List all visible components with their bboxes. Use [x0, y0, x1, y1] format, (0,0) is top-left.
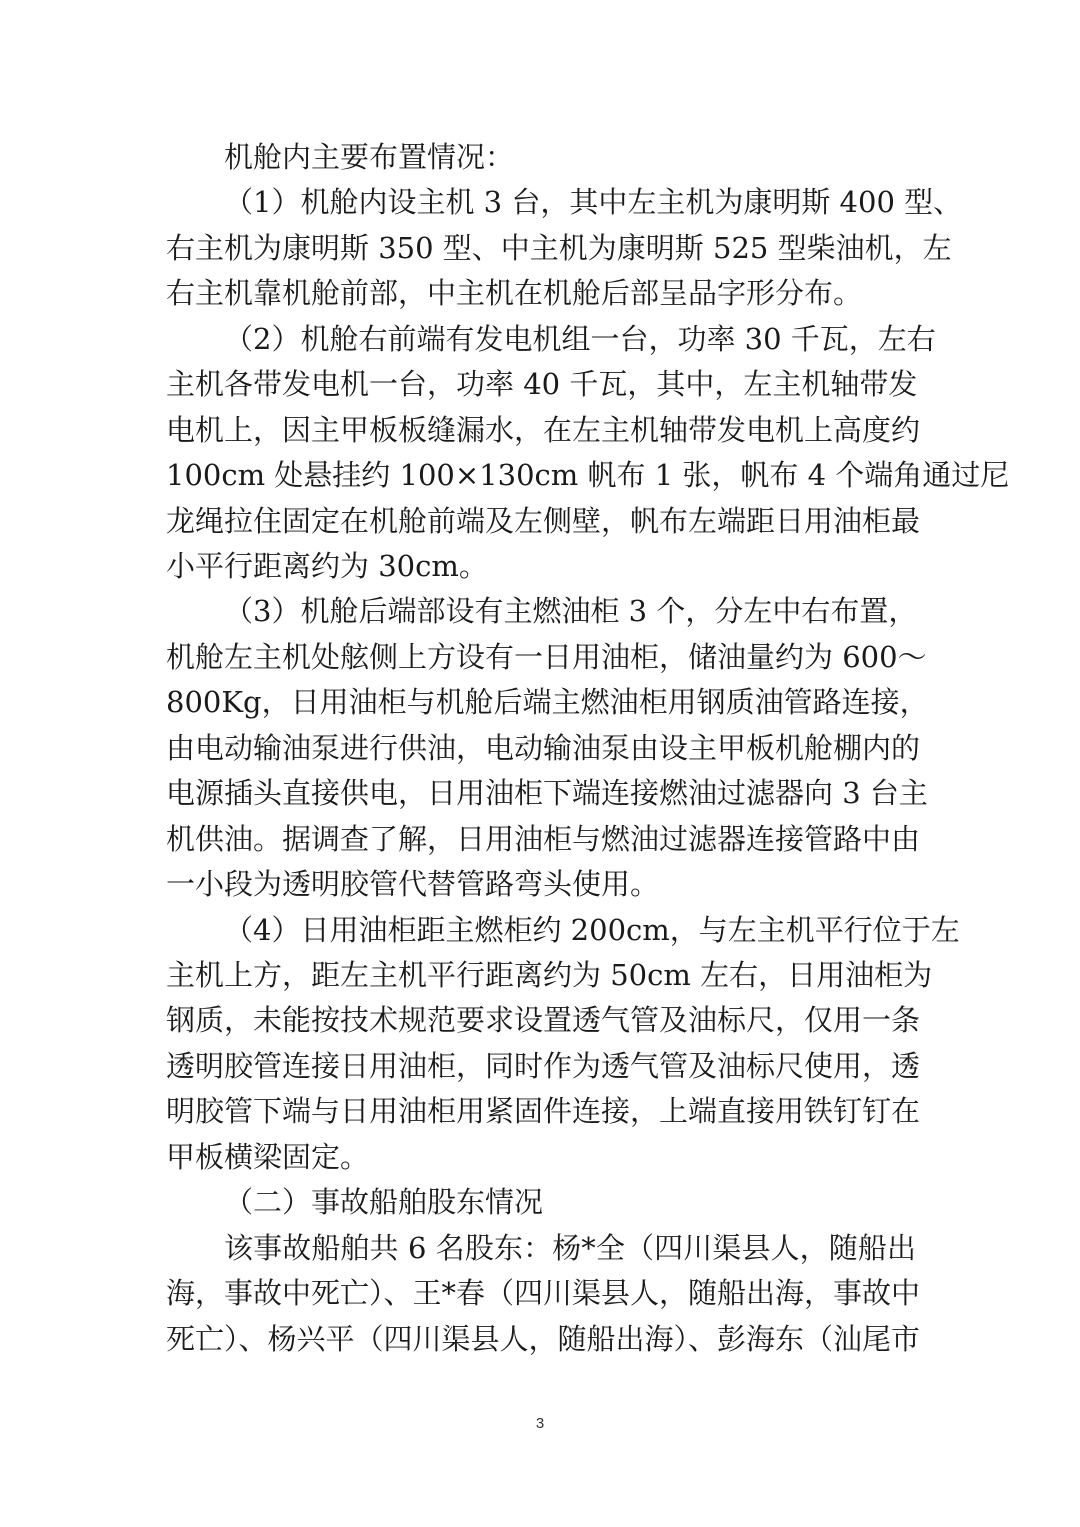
- text-line: 电源插头直接供电，日用油柜下端连接燃油过滤器向 3 台主: [166, 776, 928, 810]
- text-line: 800Kg，日用油柜与机舱后端主燃油柜用钢质油管路连接，: [166, 685, 929, 719]
- text-line: 右主机靠机舱前部，中主机在机舱后部呈品字形分布。: [166, 276, 863, 310]
- page-number: 3: [535, 1415, 545, 1432]
- text-line: （3）机舱后端部设有主燃油柜 3 个，分左中右布置，: [224, 594, 918, 628]
- text-line: 死亡）、杨兴平（四川渠县人，随船出海）、彭海东（汕尾市: [166, 1322, 921, 1356]
- text-line: 主机各带发电机一台，功率 40 千瓦，其中，左主机轴带发: [166, 367, 918, 401]
- text-line: 海，事故中死亡）、王*春（四川渠县人，随船出海，事故中: [166, 1276, 921, 1310]
- text-line: 机舱左主机处舷侧上方设有一日用油柜，储油量约为 600～: [166, 640, 927, 674]
- text-line: 该事故船舶共 6 名股东：杨*全（四川渠县人，随船出: [224, 1231, 916, 1265]
- text-line: 主机上方，距左主机平行距离约为 50cm 左右，日用油柜为: [166, 958, 933, 992]
- text-line: 电机上，因主甲板板缝漏水，在左主机轴带发电机上高度约: [166, 413, 921, 447]
- text-line: 甲板横梁固定。: [166, 1140, 370, 1174]
- text-line: 一小段为透明胶管代替管路弯头使用。: [166, 867, 660, 901]
- text-line: 钢质，未能按技术规范要求设置透气管及油标尺，仅用一条: [166, 1003, 921, 1037]
- text-line: 明胶管下端与日用油柜用紧固件连接，上端直接用铁钉钉在: [166, 1094, 921, 1128]
- text-line: 由电动输油泵进行供油，电动输油泵由设主甲板机舱棚内的: [166, 731, 921, 765]
- section-heading: （二）事故船舶股东情况: [224, 1185, 544, 1219]
- text-line: （1）机舱内设主机 3 台，其中左主机为康明斯 400 型、: [224, 185, 963, 219]
- text-line: （4）日用油柜距主燃柜约 200cm，与左主机平行位于左: [224, 913, 960, 947]
- text-line: 100cm 处悬挂约 100×130cm 帆布 1 张，帆布 4 个端角通过尼: [166, 458, 1010, 492]
- text-line: 龙绳拉住固定在机舱前端及左侧壁，帆布左端距日用油柜最: [166, 504, 921, 538]
- text-line: 小平行距离约为 30cm。: [166, 549, 488, 583]
- text-line: 透明胶管连接日用油柜，同时作为透气管及油标尺使用，透: [166, 1049, 921, 1083]
- text-line: 机舱内主要布置情况：: [224, 140, 515, 174]
- text-line: 右主机为康明斯 350 型、中主机为康明斯 525 型柴油机，左: [166, 231, 952, 265]
- text-line: 机供油。据调查了解，日用油柜与燃油过滤器连接管路中由: [166, 822, 921, 856]
- text-line: （2）机舱右前端有发电机组一台，功率 30 千瓦，左右: [224, 322, 936, 356]
